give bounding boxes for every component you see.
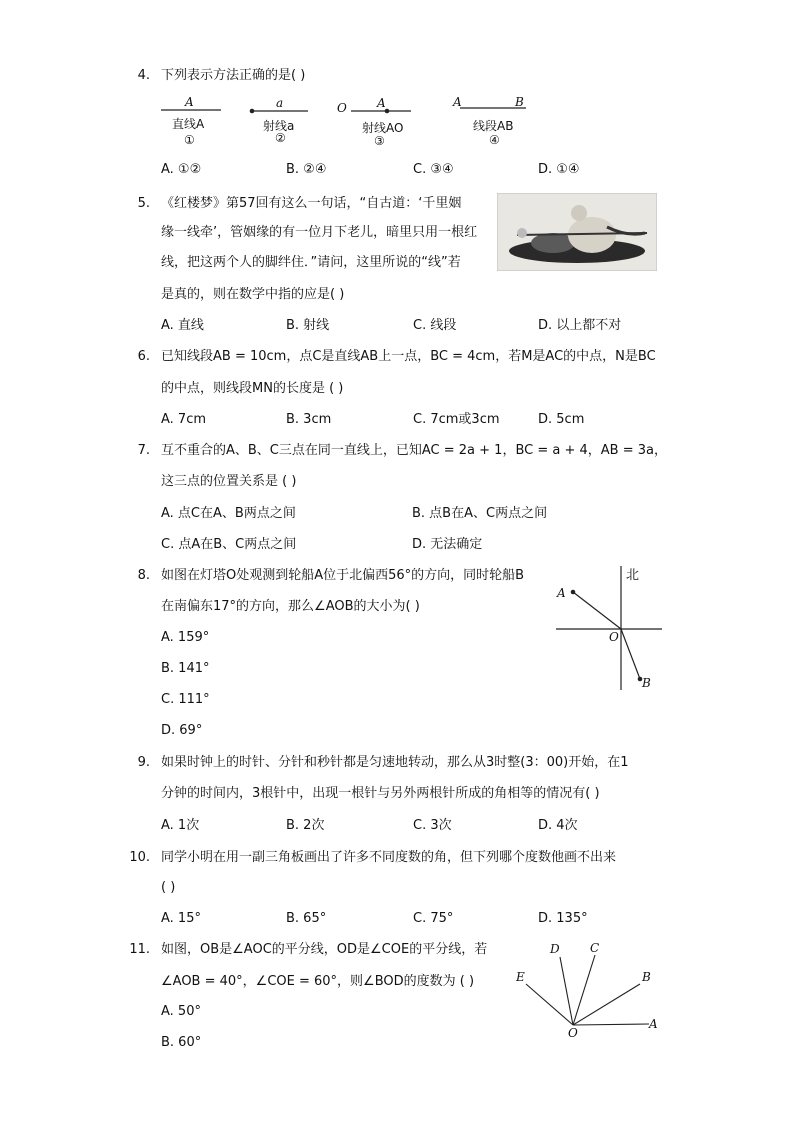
option-a: A. 点C在A、B两点之间 — [161, 506, 296, 521]
option-d: D. 无法确定 — [412, 537, 483, 552]
option-d: D. 以上都不对 — [538, 318, 622, 333]
question-line: 是真的，则在数学中指的应是( ) — [161, 287, 345, 302]
fig1-caption: 直线A — [172, 117, 205, 131]
question-line: 《红楼梦》第57回有这么一句话，“自古道：‘千里姻 — [161, 196, 462, 211]
option-c: C. ③④ — [413, 162, 454, 177]
question-line: 同学小明在用一副三角板画出了许多不同度数的角，但下列哪个度数他画不出来 — [161, 850, 617, 865]
option-b: B. 65° — [286, 911, 327, 926]
question-number: 7. — [137, 443, 150, 458]
point-d-label: D — [550, 942, 560, 956]
angle-diagram — [508, 938, 666, 1046]
question-line: 如图在灯塔O处观测到轮船A位于北偏西56°的方向，同时轮船B — [161, 568, 525, 583]
option-c: C. 7cm或3cm — [413, 412, 500, 427]
option-b: B. 点B在A、C两点之间 — [412, 506, 548, 521]
option-c: C. 点A在B、C两点之间 — [161, 537, 297, 552]
option-a: A. 50° — [161, 1004, 201, 1019]
fig4-right-label: B — [515, 95, 524, 109]
question-line: 在南偏东17°的方向，那么∠AOB的大小为( ) — [161, 599, 420, 614]
option-d: D. 5cm — [538, 412, 585, 427]
question-number: 4. — [137, 68, 150, 83]
fig2-caption: 射线a — [263, 119, 295, 133]
illustration-image — [497, 193, 657, 271]
question-number: 8. — [137, 568, 150, 583]
option-b: B. 141° — [161, 661, 210, 676]
fig4-left-label: A — [453, 95, 462, 109]
question-line: 如图，OB是∠AOC的平分线，OD是∠COE的平分线，若 — [161, 942, 488, 957]
option-c: C. 3次 — [413, 818, 452, 833]
question-number: 10. — [129, 850, 150, 865]
question-line: 已知线段AB = 10cm，点C是直线AB上一点，BC = 4cm，若M是AC的中点，N是BC — [161, 349, 656, 364]
question-stem: 下列表示方法正确的是( ) — [161, 68, 306, 83]
fig4-caption: 线段AB — [473, 119, 514, 133]
option-a: A. ①② — [161, 162, 202, 177]
fig1-label: A — [185, 95, 194, 109]
point-o-label: O — [609, 630, 619, 644]
option-b: B. 2次 — [286, 818, 325, 833]
option-a: A. 15° — [161, 911, 201, 926]
question-number: 11. — [129, 942, 150, 957]
question-line: ∠AOB = 40°，∠COE = 60°，则∠BOD的度数为 ( ) — [161, 974, 475, 989]
north-label: 北 — [626, 568, 640, 583]
question-line: 如果时钟上的时针、分针和秒针都是匀速地转动，那么从3时整(3：00)开始，在1 — [161, 755, 629, 770]
option-d: D. 135° — [538, 911, 588, 926]
fig3-label: A — [377, 96, 386, 110]
point-b-label: B — [642, 970, 651, 984]
option-c: C. 111° — [161, 692, 210, 707]
illustration-svg — [497, 193, 657, 271]
compass-diagram — [548, 562, 668, 694]
option-b: B. 3cm — [286, 412, 332, 427]
option-d: D. 69° — [161, 723, 203, 738]
option-d: D. ①④ — [538, 162, 580, 177]
question-line: 分钟的时间内，3根针中，出现一根针与另外两根针所成的角相等的情况有( ) — [161, 786, 600, 801]
question-line: 缘一线牵’，管姻缘的有一位月下老儿，暗里只用一根红 — [161, 225, 478, 240]
point-c-label: C — [590, 941, 600, 955]
fig3-index: ③ — [374, 134, 385, 148]
q4-figures — [155, 95, 535, 155]
point-b-label: B — [642, 676, 651, 690]
option-a: A. 1次 — [161, 818, 200, 833]
fig3-left-label: O — [337, 101, 347, 115]
option-c: C. 75° — [413, 911, 454, 926]
option-d: D. 4次 — [538, 818, 578, 833]
question-number: 9. — [137, 755, 150, 770]
fig4-index: ④ — [489, 133, 500, 147]
question-number: 5. — [137, 196, 150, 211]
point-a-label: A — [557, 586, 566, 600]
option-b: B. 射线 — [286, 318, 330, 333]
fig1-index: ① — [184, 133, 195, 147]
fig3-caption: 射线AO — [362, 121, 404, 135]
point-a-label: A — [649, 1017, 658, 1031]
option-b: B. 60° — [161, 1035, 202, 1050]
point-o-label: O — [568, 1026, 578, 1040]
angle-svg — [508, 938, 666, 1046]
point-e-label: E — [516, 970, 525, 984]
question-line: 互不重合的A、B、C三点在同一直线上，已知AC = 2a + 1，BC = a + 4，AB = 3a， — [161, 443, 667, 458]
option-c: C. 线段 — [413, 318, 457, 333]
question-number: 6. — [137, 349, 150, 364]
fig2-index: ② — [275, 131, 286, 145]
option-a: A. 159° — [161, 630, 210, 645]
question-line: ( ) — [161, 880, 176, 895]
compass-svg — [548, 562, 668, 694]
question-line: 的中点，则线段MN的长度是 ( ) — [161, 381, 344, 396]
question-line: 线，把这两个人的脚绊住．”请问，这里所说的“线”若 — [161, 255, 461, 270]
option-b: B. ②④ — [286, 162, 327, 177]
option-a: A. 直线 — [161, 318, 204, 333]
option-a: A. 7cm — [161, 412, 207, 427]
question-line: 这三点的位置关系是 ( ) — [161, 474, 297, 489]
fig2-label: a — [276, 96, 284, 110]
